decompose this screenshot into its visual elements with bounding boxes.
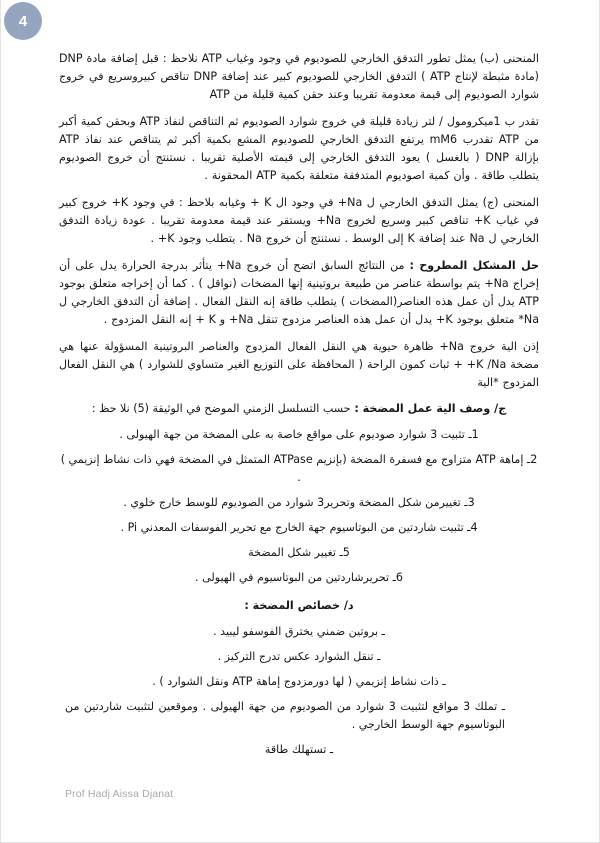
list-item: 3ـ تغييرمن شكل المضخة وتحرير3 شوارد من الصوديوم للوسط خارج خلوي .: [123, 496, 475, 510]
properties-heading: د/ خصائص المضخة :: [244, 599, 354, 613]
mechanism-steps-list: [59, 426, 539, 587]
list-item: ـ تملك 3 مواقع لتثبيت 3 شوارد من الصوديوم من جهة الهيولى . وموقعين لتثبيت شاردتين من البوتاسيوم جهة الوسط الخارجي .: [65, 700, 505, 732]
list-item: ـ تستهلك طاقة: [264, 743, 334, 757]
list-item: 2ـ إماهة ATP متزاوج مع فسفرة المضخة (بإنزيم ATPase المتمثل في المضخة فهي ذات نشاط إنزيمي ) .: [60, 453, 538, 485]
solution-text: من النتائج السابق اتضح أن خروج Na+ يتأثر بدرجة الحرارة يدل على أن إخراج Na+ يتم بواسطة عناصر من طبيعة بروتينية إنها المضخات (نواقل ) . كما أن إخراجه متعلق بوجود ATP يدل أن عمل هذه العناصر(المضخات ) يتطلب طاقة إنه النقل الفعال . إضافة أن التدفق الخارجي ل Na* متعلق بوجود K+ يدل أن عمل هذه العناصر مزدوج تنقل Na+ و K + إنه النقل المزدوج .: [59, 258, 540, 326]
list-item: 1ـ تثبيت 3 شوارد صوديوم على مواقع خاصة به على المضخة من جهة الهيولى .: [119, 428, 479, 442]
solution-heading: حل المشكل المطروح :: [409, 258, 539, 272]
paragraph-curve-b: المنحنى (ب) يمثل تطور التدفق الخارجي للصوديوم في وجود وغياب ATP نلاحظ : قبل إضافة مادة DNP (مادة مثبطة لإنتاج ATP ) التدفق الخارجي للصوديوم كبير عند إضافة DNP تناقص كبيروسريع في خروج شوارد الصوديوم إلى قيمة معدومة تقريبا وعند حقن كمية قليلة من ATP: [59, 52, 540, 101]
list-item: ـ بروتين ضمني يخترق الفوسفو ليبيد .: [213, 625, 385, 639]
list-item: ـ ذات نشاط إنزيمي ( لها دورمزدوج إماهة ATP ونقل الشوارد ) .: [152, 675, 446, 689]
list-item: ـ تنقل الشوارد عكس تدرج التركيز .: [217, 650, 381, 664]
mechanism-section: [59, 400, 539, 587]
mechanism-heading-line: [59, 400, 539, 418]
list-item: 4ـ تثبيت شاردتين من البوتاسيوم جهة الخارج مع تحرير الفوسفات المعدني Pi .: [120, 521, 478, 535]
mechanism-subtitle: حسب التسلسل الزمني الموضح في الوثيقة (5) نلا حظ :: [91, 402, 351, 416]
paragraph-atp-quantities: تقدر ب 1ميكرومول / لتر زيادة قليلة في خروج شوارد الصوديوم ثم التناقص لنفاذ ATP وبحقن كمية أكبر من ATP تقدرب mM6 يرتفع التدفق الخارجي للصوديوم المشع بكمية أكبر ثم يتناقص عند نفاذ ATP بإزالة DNP ( بالغسل ) يعود التدفق الخارجي إلى قيمته الأصلية تقريبا . نستنتج أن خروج الصوديوم يتطلب طاقة . وأن كمية اصوديوم المتدفقة متعلقة بكمية ATP المحقونة .: [59, 114, 540, 182]
list-item: 5ـ تغيير شكل المضخة: [248, 546, 350, 560]
mechanism-heading: ج/ وصف الية عمل المضخة :: [354, 402, 507, 416]
list-item: 6ـ تحريرشاردتين من البوتاسيوم في الهيولى .: [195, 571, 403, 585]
properties-list: [59, 623, 539, 759]
page-number-badge: 4: [4, 2, 42, 40]
paragraph-curve-j: المنحنى (ج) يمثل التدفق الخارجي ل Na+ في وجود ال K + وغيابه بلاحظ : في وجود K+ خروج كبير في غياب K+ تناقص كبير وسريع لخروج Na+ ويستقر عند قيمة معدومة تقريبا . عودة زيادة التدفق الخارجي ل Na عند إضافة K إلى الوسط . نستنتج أن خروج Na . يتطلب وجود K+ .: [59, 195, 539, 245]
properties-section: [59, 597, 539, 759]
solution-paragraph: [59, 257, 539, 329]
document-body: [59, 50, 539, 769]
footer-author: Prof Hadj Aissa Djanat: [65, 788, 174, 800]
conclusion-paragraph: إذن الية خروج Na+ ظاهرة حيوية هي النقل الفعال المزدوج والعناصر البروتينية المسؤولة عنها هي مضخة K /Na+ + ثبات كمون الراحة ( المحافظة على التوزيع الغير متساوي للشوارد ) هي النقل الفعال المزدوج *الية: [59, 339, 539, 389]
